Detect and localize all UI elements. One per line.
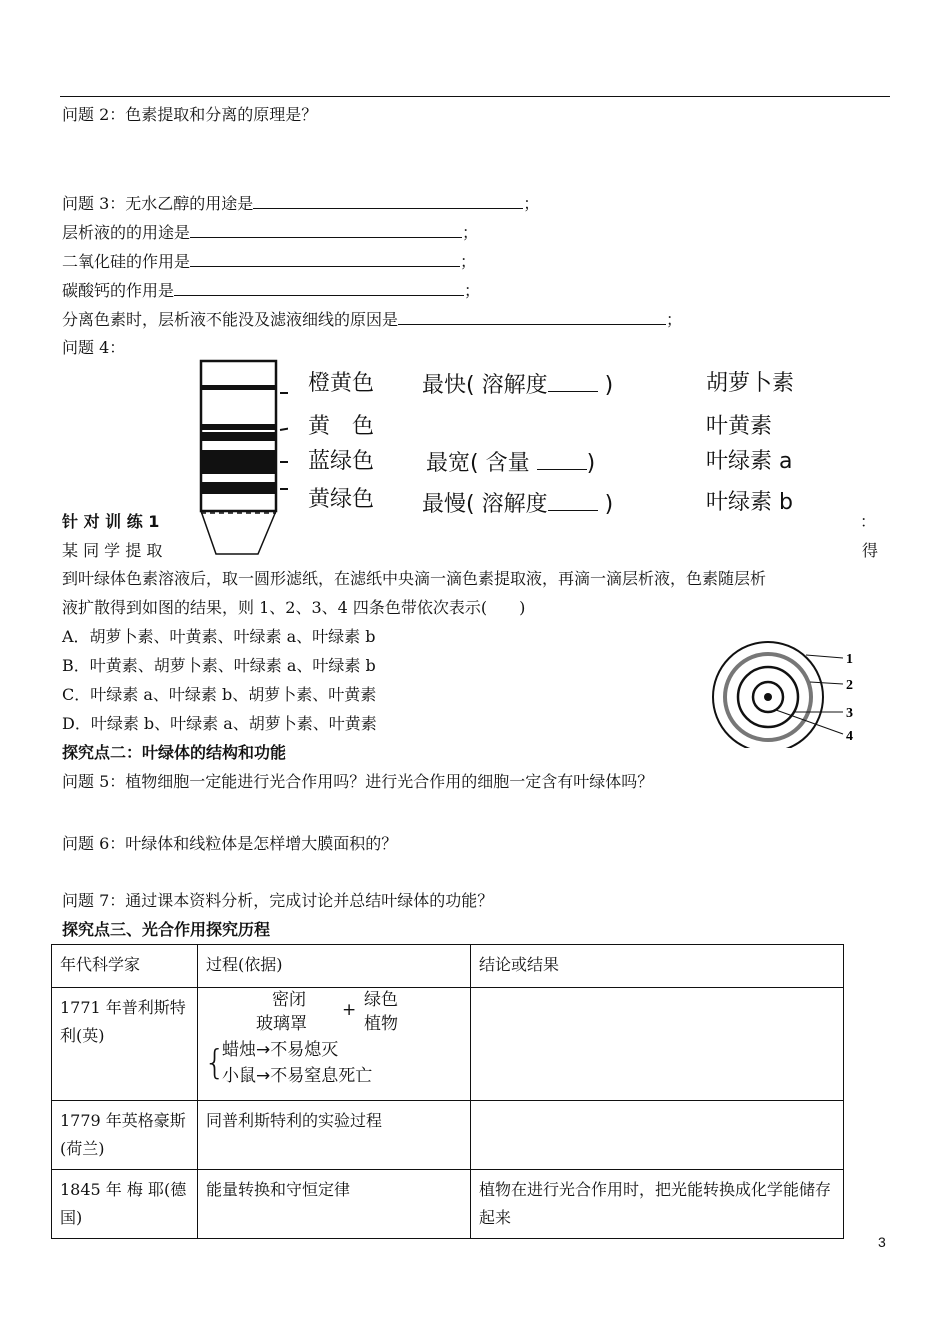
answer-blank[interactable] — [537, 449, 587, 470]
training-line1-right: 得 — [862, 541, 879, 560]
band-1-property — [422, 371, 613, 399]
semicolon: ； — [462, 223, 479, 242]
question-3-line4 — [62, 279, 480, 302]
q3-label: 二氧化硅的作用是 — [62, 252, 191, 271]
option-c[interactable]: C．叶绿素 a、叶绿素 b、胡萝卜素、叶黄素 — [62, 685, 377, 704]
row1-result — [471, 988, 844, 1101]
answer-blank[interactable] — [548, 490, 598, 511]
header-rule — [60, 96, 890, 97]
q3-label: 层析液的的用途是 — [62, 223, 191, 242]
circle-label-2: 2 — [846, 678, 853, 693]
answer-blank[interactable] — [190, 221, 462, 238]
band-3-property-text: 最宽( 含量 — [426, 451, 530, 476]
close-paren: ) — [586, 451, 596, 476]
band-3-color: 蓝绿色 — [308, 449, 375, 474]
circle-label-3: 3 — [846, 706, 853, 721]
option-b[interactable]: B．叶黄素、胡萝卜素、叶绿素 a、叶绿素 b — [62, 656, 376, 675]
row1-process-c: 蜡烛→不易熄灭 — [222, 1040, 339, 1060]
answer-blank[interactable] — [548, 371, 598, 392]
band-1-color: 橙黄色 — [308, 371, 375, 396]
question-6: 问题 6：叶绿体和线粒体是怎样增大膜面积的？ — [62, 834, 398, 853]
q3-label: 问题 3：无水乙醇的用途是 — [62, 194, 254, 213]
section-3-heading: 探究点三、光合作用探究历程 — [62, 920, 271, 939]
circle-label-1: 1 — [846, 652, 853, 667]
row2-scientist: 1779 年英格豪斯(荷兰) — [52, 1101, 198, 1170]
circular-chromatography-figure — [706, 640, 866, 748]
answer-blank[interactable] — [253, 192, 523, 209]
plus-symbol: + — [342, 1000, 357, 1020]
band-2-pigment: 叶黄素 — [706, 414, 773, 439]
band-2-color: 黄 色 — [308, 414, 375, 439]
row2-process: 同普利斯特利的实验过程 — [198, 1101, 471, 1170]
option-a[interactable]: A．胡萝卜素、叶黄素、叶绿素 a、叶绿素 b — [62, 627, 376, 646]
band-3-property — [426, 449, 595, 477]
question-3-line5 — [62, 308, 682, 331]
table-row — [52, 1170, 844, 1239]
question-5: 问题 5：植物细胞一定能进行光合作用吗？进行光合作用的细胞一定含有叶绿体吗？ — [62, 772, 654, 791]
row3-process: 能量转换和守恒定律 — [198, 1170, 471, 1239]
row1-process-d: 小鼠→不易窒息死亡 — [222, 1066, 373, 1086]
training-title: 针 对 训 练 1 — [62, 512, 160, 531]
question-3-line2 — [62, 221, 478, 244]
close-paren: ) — [604, 492, 614, 517]
close-paren: ) — [604, 373, 614, 398]
answer-blank[interactable] — [190, 250, 460, 267]
q3-label: 碳酸钙的作用是 — [62, 281, 175, 300]
q3-label: 分离色素时，层析液不能没及滤液细线的原因是 — [62, 310, 399, 329]
band-4-pigment: 叶绿素 b — [706, 490, 793, 515]
row3-scientist: 1845 年 梅 耶(德国) — [52, 1170, 198, 1239]
semicolon: ； — [464, 281, 481, 300]
band-1-property-text: 最快( 溶解度 — [422, 373, 548, 398]
question-3-line1 — [62, 192, 539, 215]
table-row — [52, 1101, 844, 1170]
table-row — [52, 988, 844, 1101]
row1-process-b1: 绿色 — [364, 990, 398, 1010]
semicolon: ； — [523, 194, 540, 213]
semicolon: ； — [460, 252, 477, 271]
row1-process-b2: 植物 — [364, 1014, 398, 1034]
section-2-heading: 探究点二：叶绿体的结构和功能 — [62, 743, 287, 762]
photosynthesis-history-table — [51, 944, 844, 1239]
page-number: 3 — [878, 1234, 886, 1250]
row2-result — [471, 1101, 844, 1170]
band-4-color: 黄绿色 — [308, 487, 375, 512]
row1-process-a1: 密闭 — [272, 990, 306, 1010]
answer-blank[interactable] — [398, 308, 666, 325]
row3-result: 植物在进行光合作用时，把光能转换成化学能储存起来 — [471, 1170, 844, 1239]
row1-process — [198, 988, 471, 1101]
header-process: 过程(依据) — [198, 945, 471, 988]
question-3-line3 — [62, 250, 476, 273]
row1-scientist: 1771 年普利斯特利(英) — [52, 988, 198, 1101]
row1-process-a2: 玻璃罩 — [256, 1014, 307, 1034]
band-4-property — [422, 490, 613, 518]
training-colon: ： — [860, 512, 877, 531]
circle-label-4: 4 — [846, 729, 853, 744]
answer-blank[interactable] — [174, 279, 464, 296]
band-3-pigment: 叶绿素 a — [706, 449, 793, 474]
question-2: 问题 2：色素提取和分离的原理是？ — [62, 105, 318, 124]
question-7: 问题 7：通过课本资料分析，完成讨论并总结叶绿体的功能？ — [62, 891, 494, 910]
training-line2: 到叶绿体色素溶液后，取一圆形滤纸，在滤纸中央滴一滴色素提取液，再滴一滴层析液，色素随层析 — [62, 569, 767, 588]
header-scientist: 年代科学家 — [52, 945, 198, 988]
option-d[interactable]: D．叶绿素 b、叶绿素 a、胡萝卜素、叶黄素 — [62, 714, 377, 733]
brace-symbol: { — [204, 1043, 226, 1083]
band-1-pigment: 胡萝卜素 — [706, 371, 795, 396]
question-4: 问题 4： — [62, 338, 126, 357]
semicolon: ； — [666, 310, 683, 329]
training-line1-left: 某 同 学 提 取 — [62, 541, 163, 560]
training-line3: 液扩散得到如图的结果，则 1、2、3、4 四条色带依次表示( ) — [62, 598, 526, 617]
table-header-row — [52, 945, 844, 988]
band-4-property-text: 最慢( 溶解度 — [422, 492, 548, 517]
header-result: 结论或结果 — [471, 945, 844, 988]
